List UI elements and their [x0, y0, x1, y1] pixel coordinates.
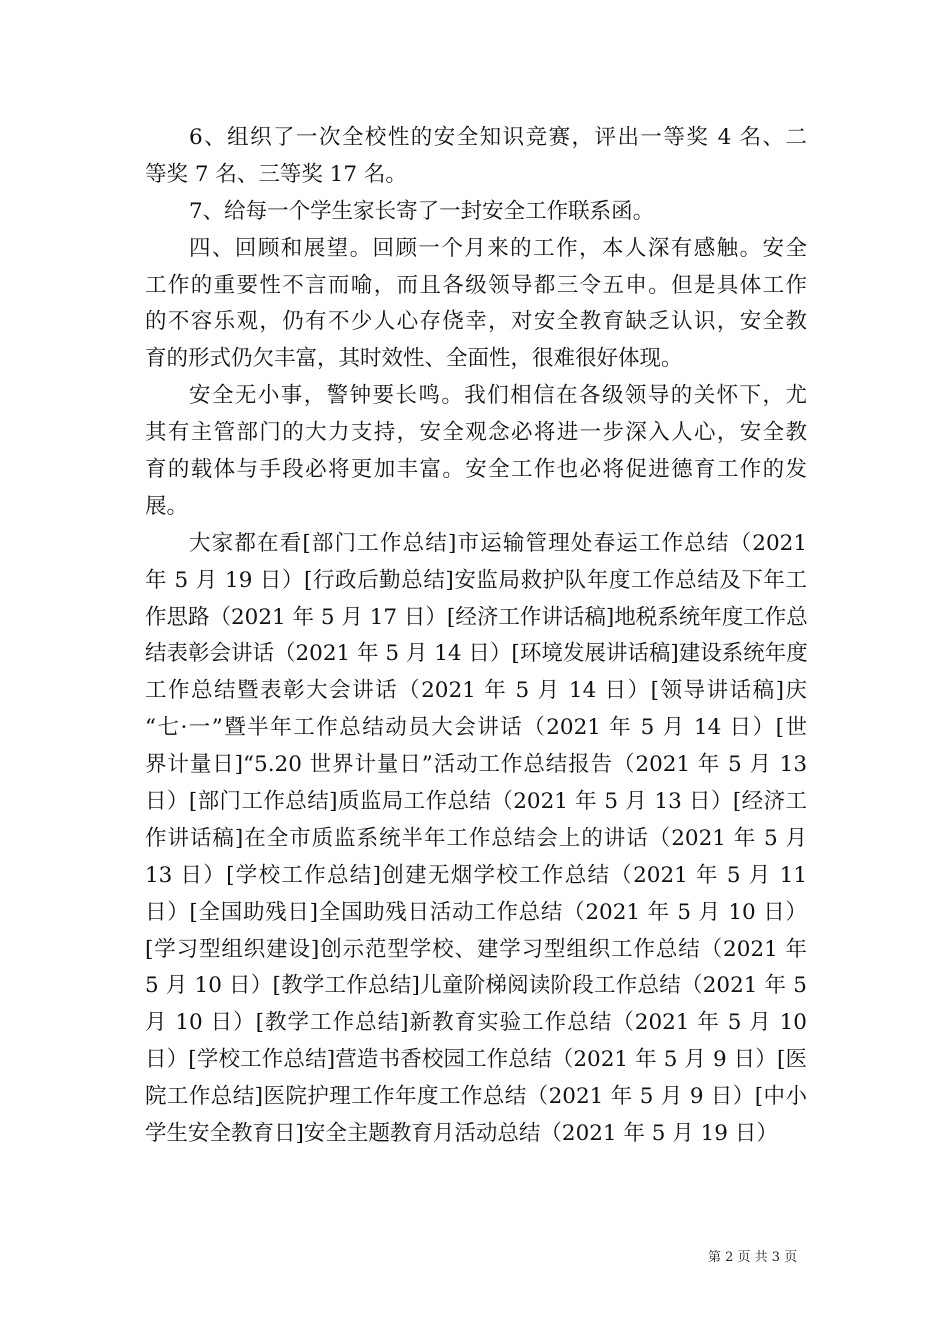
text-line: 育的形式仍欠丰富，其时效性、全面性，很难很好体现。	[145, 346, 683, 372]
text-line: 结表彰会讲话（2021 年 5 月 14 日）[环境发展讲话稿]建设系统年度	[145, 641, 808, 667]
text-line: “七·一”暨半年工作总结动员大会讲话（2021 年 5 月 14 日）[世	[145, 715, 807, 741]
text-line: 作思路（2021 年 5 月 17 日）[经济工作讲话稿]地税系统年度工作总	[145, 604, 808, 630]
text-line: 工作总结暨表彰大会讲话（2021 年 5 月 14 日）[领导讲话稿]庆	[145, 678, 807, 704]
text-line: 大家都在看[部门工作总结]市运输管理处春运工作总结（2021	[189, 530, 807, 556]
text-line: 四、回顾和展望。回顾一个月来的工作，本人深有感触。安全	[189, 235, 807, 261]
paragraph	[145, 378, 807, 526]
text-line: 的不容乐观，仍有不少人心存侥幸，对安全教育缺乏认识，安全教	[145, 309, 807, 335]
text-line: 安全无小事，警钟要长鸣。我们相信在各级领导的关怀下，尤	[189, 383, 807, 409]
text-line: 展。	[145, 493, 189, 519]
paragraph	[145, 194, 807, 231]
paragraph	[145, 231, 807, 379]
text-line: 6、组织了一次全校性的安全知识竞赛，评出一等奖 4 名、二	[189, 125, 807, 150]
text-line: 作讲话稿]在全市质监系统半年工作总结会上的讲话（2021 年 5 月	[145, 825, 807, 851]
text-line: 月 10 日）[教学工作总结]新教育实验工作总结（2021 年 5 月 10	[145, 1010, 807, 1036]
text-line: 等奖 7 名、三等奖 17 名。	[145, 161, 407, 187]
text-line: 学生安全教育日]安全主题教育月活动总结（2021 年 5 月 19 日）	[145, 1121, 778, 1147]
paragraph	[145, 526, 807, 1153]
text-line: 日）[部门工作总结]质监局工作总结（2021 年 5 月 13 日）[经济工	[145, 789, 807, 815]
paragraph	[145, 120, 807, 194]
text-line: [学习型组织建设]创示范型学校、建学习型组织工作总结（2021 年	[145, 936, 807, 962]
text-line: 日）[学校工作总结]营造书香校园工作总结（2021 年 5 月 9 日）[医	[145, 1047, 807, 1073]
text-line: 5 月 10 日）[教学工作总结]儿童阶梯阅读阶段工作总结（2021 年 5	[145, 973, 807, 999]
page-number: 第 2 页 共 3 页	[708, 1250, 798, 1265]
text-line: 育的载体与手段必将更加丰富。安全工作也必将促进德育工作的发	[145, 457, 807, 483]
text-line: 日）[全国助残日]全国助残日活动工作总结（2021 年 5 月 10 日）	[145, 899, 807, 925]
text-line: 界计量日]“5.20 世界计量日”活动工作总结报告（2021 年 5 月 13	[145, 752, 807, 778]
text-line: 年 5 月 19 日）[行政后勤总结]安监局救护队年度工作总结及下年工	[145, 567, 807, 593]
text-line: 13 日）[学校工作总结]创建无烟学校工作总结（2021 年 5 月 11	[145, 862, 807, 888]
text-line: 7、给每一个学生家长寄了一封安全工作联系函。	[189, 198, 655, 224]
text-line: 其有主管部门的大力支持，安全观念必将进一步深入人心，安全教	[145, 420, 807, 446]
text-line: 院工作总结]医院护理工作年度工作总结（2021 年 5 月 9 日）[中小	[145, 1084, 807, 1110]
document-body	[145, 120, 807, 1153]
text-line: 工作的重要性不言而喻，而且各级领导都三令五申。但是具体工作	[145, 272, 807, 298]
